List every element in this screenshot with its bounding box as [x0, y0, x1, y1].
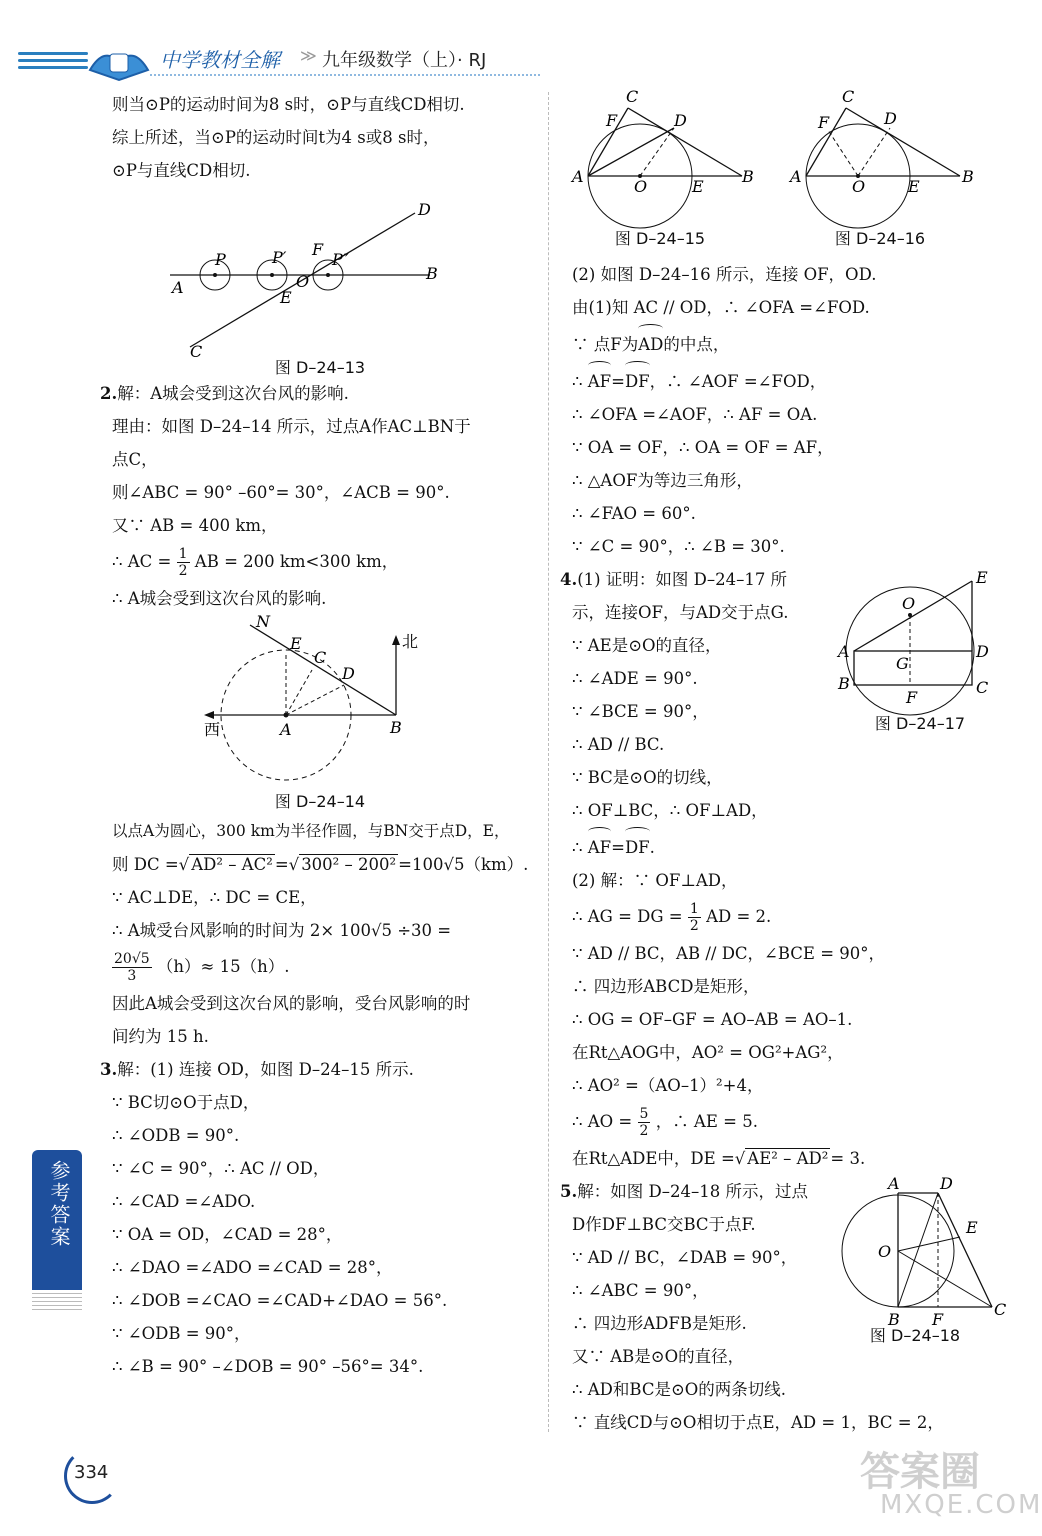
fig14-label: C [314, 648, 327, 667]
text-line: ∴ AD // BC. [572, 735, 665, 754]
fraction-line [100, 542, 540, 582]
text-part: ，∴ ∠AOF =∠FOD， [649, 372, 827, 391]
text-part: ∴ AO = [572, 1112, 633, 1131]
fig15-label: O [634, 177, 648, 196]
text-part: 在Rt△ADE中，DE = [572, 1149, 735, 1168]
figure-caption: 图 D–24–18 [869, 1326, 961, 1345]
fig17-label: O [902, 594, 916, 613]
watermark-url: MXQE.COM [880, 1490, 1042, 1520]
column-divider [548, 92, 549, 1432]
text-line: 在Rt△AOG中，AO² = OG²+AG²， [572, 1043, 844, 1062]
fig17-label: E [976, 568, 988, 587]
fig13-label: F [312, 240, 324, 259]
text-line: ∴ AD和BC是⊙O的两条切线. [572, 1380, 787, 1399]
text-line: ∴ ∠ABC = 90°， [572, 1281, 709, 1300]
fig16-label: F [818, 113, 830, 132]
header-divider [150, 74, 540, 76]
sqrt-line: 则 DC =√ AD² – AC² =√ 300² – 200² =100√5（km）. [112, 855, 529, 874]
text-line: ∵ ∠C = 90°，∴ AC // OD， [112, 1159, 330, 1178]
text-line: 解：A城会受到这次台风的影响. [117, 384, 349, 403]
text-part: ∴ AC = [112, 552, 172, 571]
question-2-line [100, 377, 540, 410]
figure-18-diagram [820, 1174, 1007, 1335]
text-line: 又∵ AB = 400 km， [112, 516, 278, 535]
page-number: 334 [74, 1462, 109, 1483]
text-line: ∴ 四边形ABCD是矩形， [572, 977, 760, 996]
text-part: ∴ [572, 372, 583, 391]
fig13-label: E [280, 288, 292, 307]
text-line: ∴ ∠DAO =∠ADO =∠CAD = 28°， [112, 1258, 393, 1277]
radicand: 300² – 200² [301, 855, 397, 874]
figure-15-diagram [560, 88, 1010, 236]
fig17-label: A [838, 642, 850, 661]
breadcrumb-arrow-icon: ≫ [300, 46, 317, 65]
fig14-label: N [256, 612, 270, 631]
text-line: ∴ ∠ADE = 90°. [572, 669, 698, 688]
fig13-label: D [418, 200, 431, 219]
fig13-label: B [426, 264, 438, 283]
question-number: 5. [560, 1182, 578, 1201]
radicand: AD² – AC² [191, 855, 273, 874]
fig13-label: P″ [332, 250, 349, 269]
arc-line [560, 324, 1010, 361]
text-part: ，∴ AE = 5. [655, 1112, 758, 1131]
text-line: ⊙P与直线CD相切. [112, 161, 251, 180]
text-line: ∵ ∠BCE = 90°， [572, 702, 709, 721]
text-line: (2) 如图 D–24–16 所示，连接 OF，OD. [572, 265, 877, 284]
fig14-label: A [280, 720, 292, 739]
question-number: 4. [560, 570, 578, 589]
text-part: =100√5（km）. [398, 855, 529, 874]
fig13-label: A [172, 278, 184, 297]
text-line: ∴ OG = OF–GF = AO–AB = AO–1. [572, 1010, 853, 1029]
figures-15-16 [560, 88, 1010, 258]
text-line: 解：(1) 连接 OD，如图 D–24–15 所示. [117, 1060, 414, 1079]
arc-line [560, 827, 1010, 864]
text-line: 理由：如图 D–24–14 所示，过点A作AC⊥BN于 [112, 417, 471, 436]
fig14-label: 北 [402, 632, 419, 651]
right-column [560, 88, 1010, 1439]
figure-d-24-13 [100, 187, 540, 377]
text-line: ∴ ∠CAD =∠ADO. [112, 1192, 256, 1211]
denominator: 2 [639, 1123, 649, 1139]
arc-notation: DF [625, 361, 650, 398]
fig17-label: D [976, 642, 989, 661]
text-line: ∴ 四边形ADFB是矩形. [572, 1314, 747, 1333]
fig14-label: B [390, 718, 402, 737]
fig16-label: B [962, 167, 974, 186]
fig15-label: F [606, 111, 618, 130]
text-line: ∵ AE是⊙O的直径， [572, 636, 722, 655]
text-line: 则当⊙P的运动时间为8 s时，⊙P与直线CD相切. [112, 95, 465, 114]
question-4-block [560, 563, 1010, 827]
question-number: 2. [100, 384, 118, 403]
figure-14-diagram [100, 612, 540, 795]
fig15-label: A [572, 167, 584, 186]
text-line: 点C， [112, 450, 158, 469]
text-part: ∴ AG = DG = [572, 907, 683, 926]
text-line: 解：如图 D–24–18 所示，过点 [577, 1182, 808, 1201]
text-line: ∵ OA = OD，∠CAD = 28°， [112, 1225, 343, 1244]
fraction [638, 1106, 651, 1139]
figure-caption: 图 D–24–15 [614, 229, 706, 248]
page-header [0, 0, 1040, 90]
text-part: = [611, 838, 625, 857]
text-part: = [274, 855, 289, 874]
text-line: ∵ AD // BC，∠DAB = 90°， [572, 1248, 798, 1267]
fig13-label: C [190, 342, 203, 361]
fig18-label: O [878, 1242, 892, 1261]
numerator: 1 [178, 546, 188, 562]
text-line: 间约为 15 h. [112, 1027, 209, 1046]
text-line: ∴ △AOF为等边三角形， [572, 471, 753, 490]
text-line: ∴ ∠FAO = 60°. [572, 504, 696, 523]
text-line: ∴ ∠ODB = 90°. [112, 1126, 240, 1145]
fraction [688, 901, 701, 934]
arc-line [560, 361, 1010, 398]
fig18-label: E [966, 1218, 978, 1237]
fraction-line [100, 947, 540, 987]
text-line: 又∵ AB是⊙O的直径， [572, 1347, 745, 1366]
text-line: ∵ BC切⊙O于点D， [112, 1093, 260, 1112]
fig18-label: F [932, 1310, 944, 1329]
text-part: 的中点， [663, 335, 730, 354]
fig16-label: O [852, 177, 866, 196]
fig13-label: P [215, 250, 226, 269]
watermark-logo: 答案圈 [860, 1449, 980, 1495]
fig18-label: D [940, 1174, 953, 1193]
arc-notation: AF [588, 361, 611, 398]
text-part: = [611, 372, 625, 391]
text-line: ∵ 直线CD与⊙O相切于点E，AD = 1，BC = 2， [572, 1413, 944, 1432]
text-line: ∴ A城会受到这次台风的影响. [112, 589, 327, 608]
figure-caption: 图 D–24–17 [874, 714, 966, 733]
text-part: . [649, 838, 655, 857]
tab-hatch [32, 1290, 82, 1310]
figure-13-diagram [100, 187, 540, 361]
text-part: AD = 2. [706, 907, 772, 926]
text-line: ∵ AD // BC，AB // DC，∠BCE = 90°， [572, 944, 886, 963]
fig16-label: D [884, 109, 897, 128]
text-line: 由(1)知 AC // OD，∴ ∠OFA =∠FOD. [572, 298, 870, 317]
text-line: 综上所述，当⊙P的运动时间t为4 s或8 s时， [112, 128, 440, 147]
text-part: AB = 200 km<300 km， [194, 552, 399, 571]
book-subtitle: 九年级数学（上）· RJ [322, 50, 487, 71]
text-line: 则∠ABC = 90° –60°= 30°，∠ACB = 90°. [112, 483, 450, 502]
radicand: AE² – AD² [747, 1149, 829, 1168]
sqrt-line: 在Rt△ADE中，DE =√ AE² – AD² = 3. [572, 1149, 866, 1168]
fraction-line [560, 1102, 1010, 1142]
denominator: 3 [127, 968, 137, 984]
text-line: ∴ ∠DOB =∠CAO =∠CAD+∠DAO = 56°. [112, 1291, 448, 1310]
arc-notation: DF [625, 827, 650, 864]
question-5-block [560, 1175, 1010, 1439]
header-stripes [18, 52, 88, 73]
arc-notation: AD [638, 324, 663, 361]
book-title: 中学教材全解 [160, 48, 280, 72]
text-line: ∵ ∠ODB = 90°， [112, 1324, 251, 1343]
denominator: 2 [689, 918, 699, 934]
fig15-label: D [674, 111, 687, 130]
text-line: ∵ AC⊥DE，∴ DC = CE， [112, 888, 317, 907]
fig17-label: B [838, 674, 850, 693]
fig15-label: C [626, 87, 639, 106]
question-3-line [100, 1053, 540, 1086]
text-line: (1) 证明：如图 D–24–17 所 [577, 570, 788, 589]
fig17-label: F [906, 688, 918, 707]
text-line: D作DF⊥BC交BC于点F. [572, 1215, 756, 1234]
figure-caption: 图 D–24–14 [274, 792, 366, 811]
fig18-label: B [888, 1310, 900, 1329]
fig14-label: D [342, 664, 355, 683]
fig16-label: A [790, 167, 802, 186]
fig16-label: E [908, 177, 920, 196]
fig14-label: E [290, 634, 302, 653]
fraction [112, 951, 152, 984]
numerator: 5 [639, 1106, 649, 1122]
section-tab-label: 参考答案 [47, 1160, 71, 1248]
numerator: 1 [689, 901, 699, 917]
fig16-label: C [842, 87, 855, 106]
fig17-label: C [976, 678, 989, 697]
fig15-label: B [742, 167, 754, 186]
arc-notation: AF [588, 827, 611, 864]
figure-d-24-14 [100, 612, 540, 815]
text-line: 示，连接OF，与AD交于点G. [572, 603, 789, 622]
fig17-label: G [896, 654, 909, 673]
numerator: 20√5 [114, 951, 150, 967]
left-column [100, 88, 540, 1383]
text-part: = 3. [830, 1149, 866, 1168]
fraction-line [560, 897, 1010, 937]
fig13-label: O [296, 272, 310, 291]
fig15-label: E [692, 177, 704, 196]
text-part: 则 DC = [112, 855, 179, 874]
denominator: 2 [178, 563, 188, 579]
fraction [177, 546, 190, 579]
text-line: ∴ ∠B = 90° –∠DOB = 90° –56°= 34°. [112, 1357, 424, 1376]
text-line: ∵ ∠C = 90°，∴ ∠B = 30°. [572, 537, 785, 556]
text-line: ∵ BC是⊙O的切线， [572, 768, 723, 787]
text-line: (2) 解：∵ OF⊥AD， [572, 871, 738, 890]
text-line: 以点A为圆心，300 km为半径作圆，与BN交于点D，E， [112, 822, 510, 840]
text-part: ∴ [572, 838, 583, 857]
figure-caption: 图 D–24–16 [834, 229, 926, 248]
text-part: （h）≈ 15（h）. [156, 957, 290, 976]
book-logo-icon [84, 40, 154, 84]
question-number: 3. [100, 1060, 118, 1079]
text-part: ∵ 点F为 [572, 335, 639, 354]
fig14-label: 西 [204, 720, 221, 739]
fig18-label: A [888, 1174, 900, 1193]
text-line: ∴ OF⊥BC，∴ OF⊥AD， [572, 801, 768, 820]
text-line: ∴ AO² =（AO–1）²+4， [572, 1076, 764, 1095]
text-line: ∵ OA = OF，∴ OA = OF = AF， [572, 438, 834, 457]
text-line: ∴ ∠OFA =∠AOF，∴ AF = OA. [572, 405, 818, 424]
text-line: 因此A城会受到这次台风的影响，受台风影响的时 [112, 994, 471, 1013]
text-line: ∴ A城受台风影响的时间为 2× 100√5 ÷30 = [112, 921, 452, 940]
fig13-label: P′ [272, 248, 287, 267]
figure-caption: 图 D–24–13 [274, 358, 366, 377]
fig18-label: C [994, 1300, 1007, 1319]
